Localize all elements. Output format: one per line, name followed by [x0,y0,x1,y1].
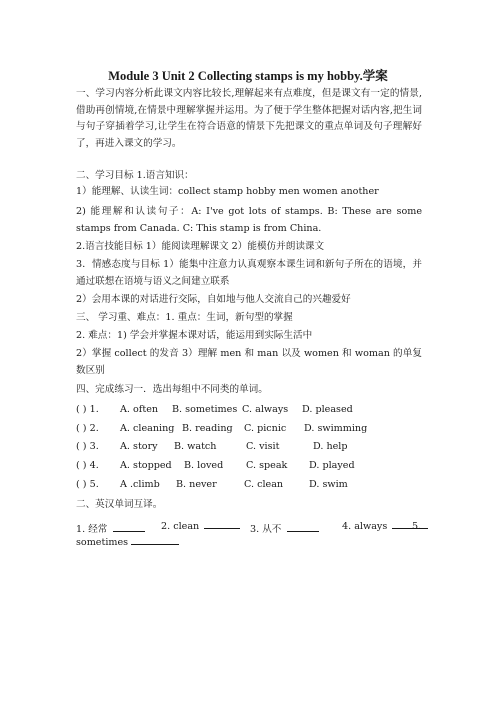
option-c: C. visit [246,441,280,452]
option-a: A. story [120,441,158,452]
translation-blank[interactable] [392,528,428,529]
translation-item [76,537,179,548]
question-number[interactable]: ( ) 4. [76,460,99,471]
translation-blank[interactable] [131,544,179,545]
translation-blank[interactable] [113,531,145,532]
section-translation: 二、英汉单词互译。 [76,499,163,510]
option-d: D. played [309,460,355,471]
option-d: D. swimming [304,423,368,434]
section-key-points: 三、 学习重、难点：1. 重点：生词，新句型的掌握 [76,312,293,323]
translation-label: 2. clean [161,521,200,532]
option-a: A .climb [120,479,160,490]
question-number[interactable]: ( ) 5. [76,479,99,490]
section-exercise: 四、完成练习一．选出每组中不同类的单词。 [76,384,268,395]
option-c: C. picnic [244,423,287,434]
translation-item [250,521,319,535]
option-b: B. watch [174,441,217,452]
option-c: C. always [242,404,289,415]
goal-skills: 2.语言技能目标 1）能阅读理解课文 2）能模仿并朗读课文 [76,241,325,252]
section-learning-goals: 二、学习目标 1.语言知识： [76,170,194,181]
option-b: B. never [176,479,217,490]
translation-label: 4. always [342,521,388,532]
translation-item [76,521,145,535]
difficulty-2: 2）掌握 collect 的发音 3）理解 men 和 man 以及 women 和 woman 的单复数区别 [76,348,422,376]
question-number[interactable]: ( ) 1. [76,404,99,415]
translation-label: 1. 经常 [76,524,108,535]
page-title: Module 3 Unit 2 Collecting stamps is my hobby.学案 [108,69,388,83]
goal-vocabulary: 1）能理解、认读生词：collect stamp hobby men women another [76,186,379,197]
translation-blank[interactable] [287,531,319,532]
difficulty-1: 2. 难点：1) 学会并掌握本课对话，能运用到实际生活中 [76,330,313,341]
translation-label: 3. 从不 [250,524,282,535]
translation-number: 5. [412,521,422,532]
option-d: D. swim [309,479,348,490]
option-d: D. pleased [302,404,353,415]
translation-label: sometimes [76,537,129,548]
question-number[interactable]: ( ) 2. [76,423,99,434]
option-a: A. cleaning [120,423,175,434]
translation-item [161,521,240,532]
option-c: C. clean [244,479,284,490]
goal-attitude: 3．情感态度与目标 1）能集中注意力认真观察本课生词和新句子所在的语境，并通过联想在语境与语义之间建立联系 [76,259,422,287]
option-d: D. help [313,441,348,452]
option-b: B. sometimes [172,404,238,415]
intro-paragraph: 一、学习内容分析此课文内容比较长,理解起来有点难度，但是课文有一定的情景,借助再创情境,在情景中理解掌握并运用。为了便于学生整体把握对话内容,把生词与句子穿插着学习,让学生在符合语意的情景下先把课文的重点单词及句子理解好了，再进入课文的学习。 [76,88,422,149]
option-c: C. speak [246,460,288,471]
option-a: A. stopped [120,460,172,471]
option-b: B. reading [182,423,233,434]
goal-communication: 2）会用本课的对话进行交际，自如地与他人交流自己的兴趣爱好 [76,294,351,305]
goal-sentences: 2) 能理解和认读句子：A: I've got lots of stamps. B: These are some stamps from Canada. C: This stamp is from China. [76,206,422,234]
option-b: B. loved [184,460,224,471]
question-number[interactable]: ( ) 3. [76,441,99,452]
option-a: A. often [120,404,159,415]
translation-blank[interactable] [204,528,240,529]
